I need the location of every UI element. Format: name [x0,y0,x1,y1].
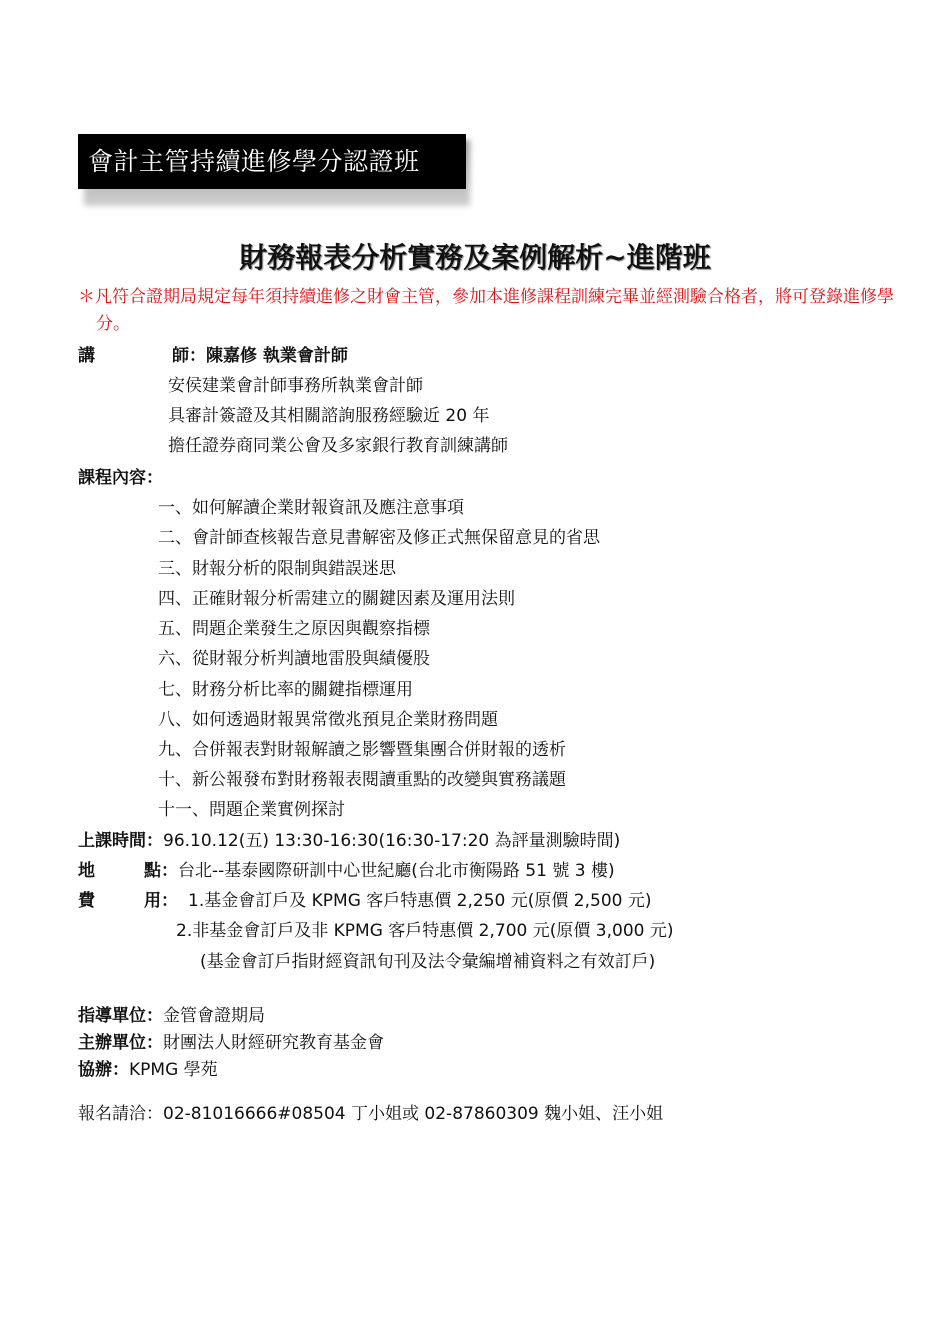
fee-line2: 2.非基金會訂戶及非 KPMG 客戶特惠價 2,700 元(原價 3,000 元) [176,921,674,941]
course-item: 七、財務分析比率的關鍵指標運用 [158,680,413,700]
location-label-a: 地 [78,861,95,881]
fee-label-a: 費 [78,891,95,911]
fee-note: (基金會訂戶指財經資訊旬刊及法令彙編增補資料之有效訂戶) [200,952,656,972]
schedule-value: 96.10.12(五) 13:30-16:30(16:30-17:20 為評量測驗時間) [163,831,621,851]
course-item: 六、從財報分析判讀地雷股與績優股 [158,649,430,669]
guidance-label: 指導單位： [78,1006,163,1026]
schedule-row [78,828,620,854]
location-row [78,858,615,884]
instructor-label-b: 師： [172,346,206,366]
course-item: 三、財報分析的限制與錯誤迷思 [158,559,396,579]
instructor-label-a: 講 [78,346,95,366]
course-item: 九、合併報表對財報解讀之影響暨集團合併財報的透析 [158,740,566,760]
organizer-label: 主辦單位： [78,1033,163,1053]
organizer-value: 財團法人財經研究教育基金會 [163,1033,384,1053]
course-item: 八、如何透過財報異常徵兆預見企業財務問題 [158,710,498,730]
credit-notice: ＊凡符合證期局規定每年須持續進修之財會主管，參加本進修課程訓練完畢並經測驗合格者，將可登錄進修學分。 [78,287,894,334]
location-value: 台北--基泰國際研訓中心世紀廳(台北市衡陽路 51 號 3 樓) [178,861,615,881]
guidance-value: 金管會證期局 [163,1006,265,1026]
co-organizer-value: KPMG 學苑 [129,1060,218,1080]
course-item: 五、問題企業發生之原因與觀察指標 [158,619,430,639]
instructor-row [78,343,348,369]
guidance-row [78,1003,265,1029]
instructor-detail: 安侯建業會計師事務所執業會計師 [168,376,423,396]
organizer-row [78,1030,384,1056]
course-banner: 會計主管持續進修學分認證班 [78,134,466,189]
instructor-detail: 具審計簽證及其相關諮詢服務經驗近 20 年 [168,406,490,426]
schedule-label: 上課時間： [78,831,163,851]
instructor-name: 陳嘉修 執業會計師 [206,346,348,366]
course-item: 十、新公報發布對財務報表閱讀重點的改變與實務議題 [158,770,566,790]
fee-row [78,888,651,914]
course-label: 課程內容： [78,468,163,488]
course-item: 十一、問題企業實例探討 [158,800,345,820]
course-item: 一、如何解讀企業財報資訊及應注意事項 [158,498,464,518]
location-label-b: 點： [144,861,178,881]
page-title: 財務報表分析實務及案例解析~進階班 [239,241,711,274]
co-organizer-label: 協辦： [78,1060,129,1080]
registration-contact: 報名請洽：02-81016666#08504 丁小姐或 02-87860309 魏小姐、汪小姐 [78,1104,664,1124]
co-organizer-row [78,1057,218,1083]
fee-line1: 1.基金會訂戶及 KPMG 客戶特惠價 2,250 元(原價 2,500 元) [188,891,652,911]
course-item: 四、正確財報分析需建立的關鍵因素及運用法則 [158,589,515,609]
fee-label-b: 用： [144,891,178,911]
instructor-detail: 擔任證券商同業公會及多家銀行教育訓練講師 [168,436,508,456]
course-item: 二、會計師查核報告意見書解密及修正式無保留意見的省思 [158,528,600,548]
